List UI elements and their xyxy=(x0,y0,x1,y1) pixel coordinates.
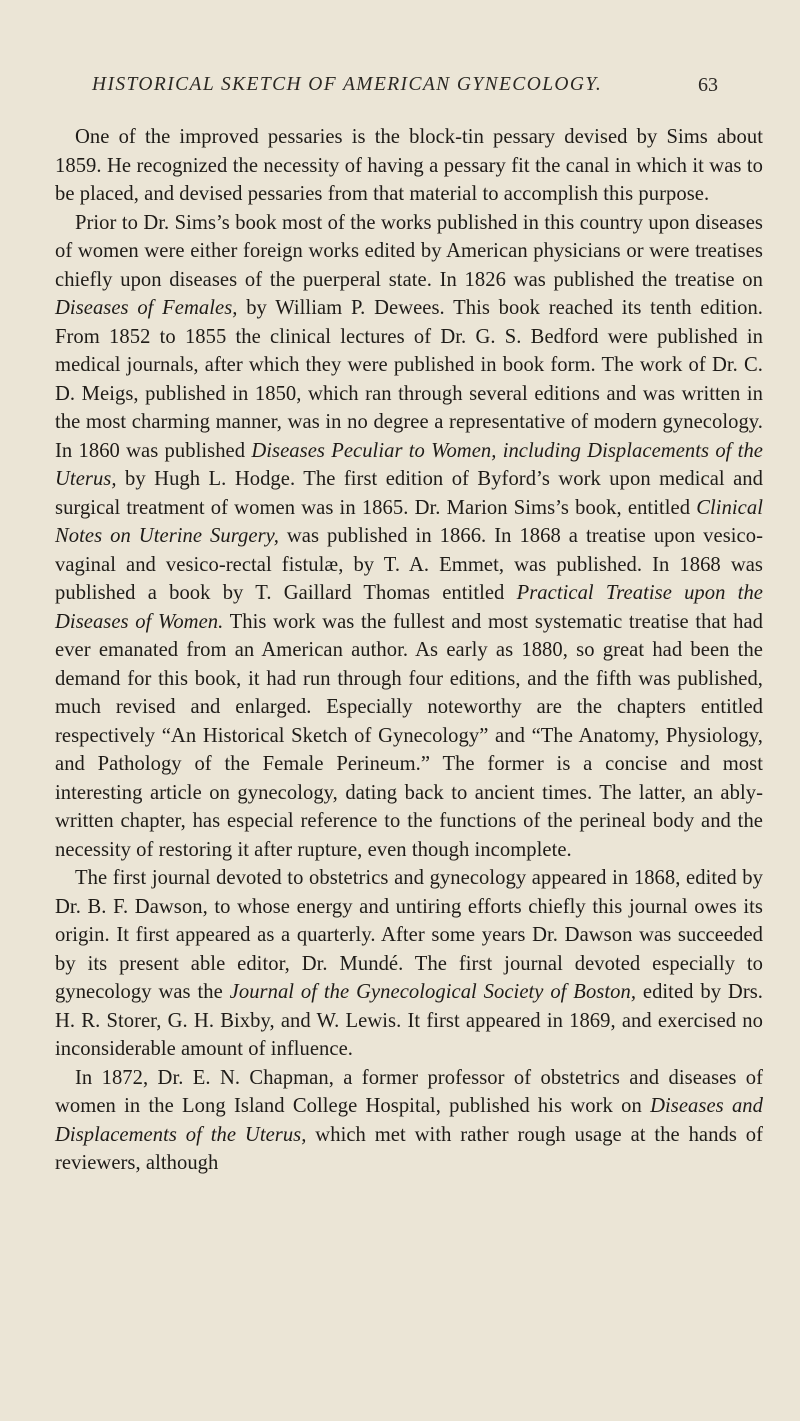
running-title: HISTORICAL SKETCH OF AMERICAN GYNECOLOGY. xyxy=(92,74,603,95)
book-title-text: Diseases of Females, xyxy=(55,297,238,319)
book-title-text: Diseases and Displacements of the Uterus, xyxy=(55,1095,763,1146)
text-run: by Hugh L. Hodge. The first edition of Byford’s work upon medical and surgical treatment of women was in 1865. Dr. Marion Sims’s book, entitled xyxy=(55,468,763,519)
text-run: This work was the fullest and most systematic treatise that had ever emanated from an American author. As early as 1880, so great had been the demand for this book, it had run through four editions, and the fifth was published, much revised and enlarged. Especially noteworthy are the chapters entitled respectively “An Historical Sketch of Gynecology” and “The Anatomy, Physiology, and Pathology of the Female Perineum.” The former is a concise and most interesting article on gynecology, dating back to ancient times. The latter, an ably-written chapter, has especial reference to the functions of the perineal body and the necessity of restoring it after rupture, even though incomplete. xyxy=(55,610,763,861)
book-title-text: Journal of the Gynecological Society of Boston, xyxy=(229,981,637,1003)
paragraph xyxy=(55,209,763,865)
text-run: which met with rather rough usage at the hands of reviewers, although xyxy=(55,1123,763,1174)
page-number: 63 xyxy=(698,74,718,96)
book-title-text: Clinical Notes on Uterine Surgery, xyxy=(55,496,763,547)
paragraph xyxy=(55,1064,763,1178)
book-title-text: Diseases Peculiar to Women, including Displacements of the Uterus, xyxy=(55,439,763,490)
paragraph xyxy=(55,864,763,1064)
body-text xyxy=(55,123,763,1178)
paragraph xyxy=(55,123,763,209)
book-title-text: Practical Treatise upon the Diseases of Women. xyxy=(55,582,763,633)
text-run: In 1872, Dr. E. N. Chapman, a former professor of obstetrics and diseases of women in the Long Island College Hospital, published his work on xyxy=(55,1066,763,1117)
running-head xyxy=(92,74,718,104)
text-run: edited by Drs. H. R. Storer, G. H. Bixby, and W. Lewis. It first appeared in 1869, and exercised no inconsiderable amount of influence. xyxy=(55,981,763,1060)
text-run: One of the improved pessaries is the block-tin pessary devised by Sims about 1859. He recognized the necessity of having a pessary fit the canal in which it was to be placed, and devised pessaries from that material to accomplish this purpose. xyxy=(55,126,763,205)
text-run: Prior to Dr. Sims’s book most of the works published in this country upon diseases of women were either foreign works edited by American physicians or were treatises chiefly upon diseases of the puerperal state. In 1826 was published the treatise on xyxy=(55,211,763,291)
text-run: was published in 1866. In 1868 a treatise upon vesico-vaginal and vesico-rectal fistulæ, by T. A. Emmet, was published. In 1868 was published a book by T. Gaillard Thomas entitled xyxy=(55,525,764,604)
text-run: The first journal devoted to obstetrics and gynecology appeared in 1868, edited by Dr. B. F. Dawson, to whose energy and untiring efforts chiefly this journal owes its origin. It first appeared as a quarterly. After some years Dr. Dawson was succeeded by its present able editor, Dr. Mundé. The first journal devoted especially to gynecology was the xyxy=(55,867,763,1003)
text-run: by William P. Dewees. This book reached its tenth edition. From 1852 to 1855 the clinical lectures of Dr. G. S. Bedford were published in medical journals, after which they were published in book form. The work of Dr. C. D. Meigs, published in 1850, which ran through several editions and was written in the most charming manner, was in no degree a representative of modern gynecology. In 1860 was published xyxy=(55,297,763,462)
